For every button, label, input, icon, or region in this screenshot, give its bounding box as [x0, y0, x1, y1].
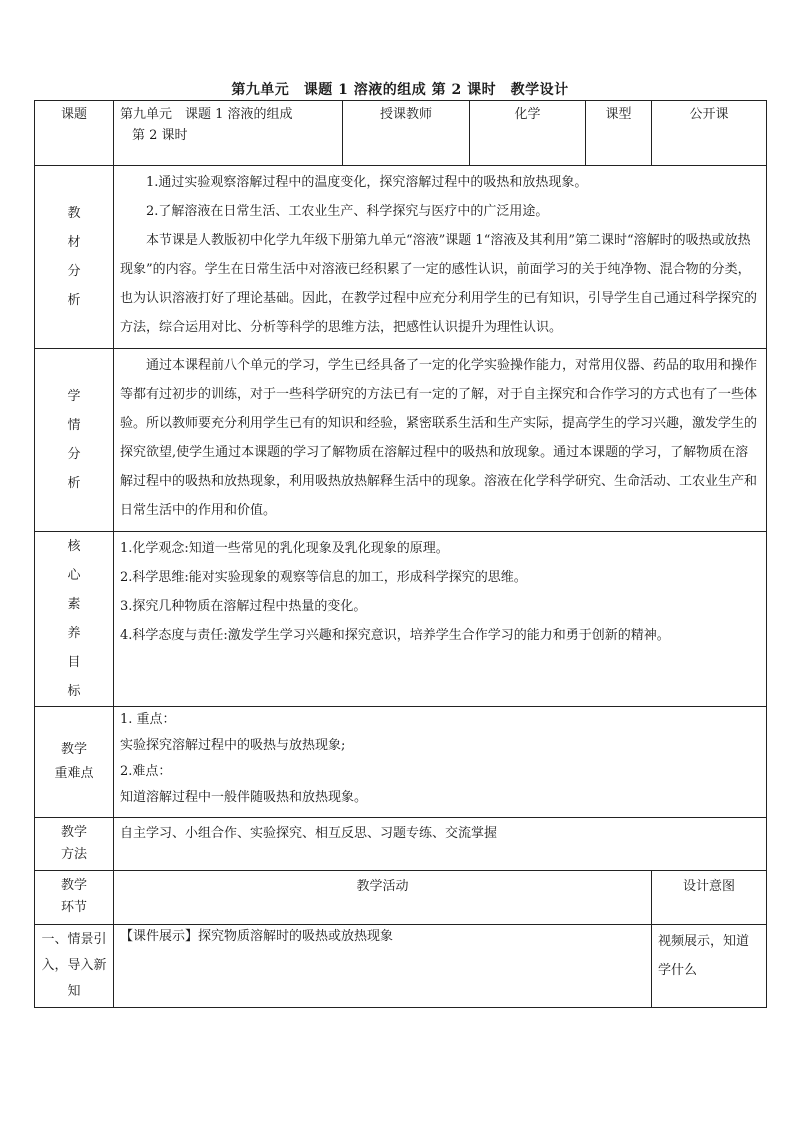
methods-row: [35, 818, 767, 871]
core-literacy-item: 1.化学观念:知道一些常见的乳化现象及乳化现象的原理。: [120, 541, 449, 556]
student-analysis-content: [114, 349, 767, 532]
student-analysis-row: [35, 349, 767, 532]
material-analysis-label: 教 材 分 析: [35, 166, 114, 349]
student-paragraph: 通过本课程前八个单元的学习，学生已经具备了一定的化学实验操作能力，对常用仪器、药品的取用和操作等都有过初步的训练，对于一些科学研究的方法已有一定的了解，对于自主探究和合作学习的方式也有了一些体验。所以教师要充分利用学生已有的知识和经验，紧密联系生活和生产实际，提高学生的学习兴趣，激发学生的探究欲望,使学生通过本课题的学习了解物质在溶解过程中的吸热和放现象。通过本课题的学习，了解物质在溶解过程中的吸热和放热现象，利用吸热放热解释生活中的现象。溶液在化学科学研究、生命活动、工农业生产和日常生活中的作用和价值。: [120, 358, 758, 518]
student-analysis-label: 学 情 分 析: [35, 349, 114, 532]
core-literacy-label: 核 心 素 养 目 标: [35, 532, 114, 707]
material-analysis-row: [35, 166, 767, 349]
process-row: [35, 925, 767, 1008]
topic-line-1: 第九单元 课题 1 溶液的组成: [120, 107, 293, 122]
core-literacy-item: 2.科学思维:能对实验现象的观察等信息的加工，形成科学探究的思维。: [120, 570, 527, 585]
document-title: 第九单元 课题 1 溶液的组成 第 2 课时 教学设计: [231, 82, 569, 98]
key-points-content: [114, 707, 767, 818]
key-points-row: [35, 707, 767, 818]
topic-cell: [114, 101, 343, 166]
methods-content: 自主学习、小组合作、实验探究、相互反思、习题专练、交流掌握: [114, 818, 767, 871]
process-stage: 一、情景引 入，导入新 知: [35, 925, 114, 1008]
lesson-plan-table: [34, 100, 767, 1008]
teacher-label: 授课教师: [343, 101, 470, 166]
methods-label: 教学 方法: [35, 818, 114, 871]
core-literacy-content: [114, 532, 767, 707]
process-stage-header: 教学 环节: [35, 871, 114, 925]
process-activity-header: 教学活动: [114, 871, 652, 925]
core-literacy-item: 3.探究几种物质在溶解过程中热量的变化。: [120, 599, 367, 614]
key-points-line: 2.难点：: [120, 764, 172, 779]
process-intent: 视频展示，知道学什么: [652, 925, 767, 1008]
lesson-type-label: 课型: [586, 101, 652, 166]
key-points-line: 知道溶解过程中一般伴随吸热和放热现象。: [120, 790, 368, 805]
lesson-type-value: 公开课: [652, 101, 767, 166]
subject-value: 化学: [470, 101, 586, 166]
core-literacy-item: 4.科学态度与责任:激发学生学习兴趣和探究意识，培养学生合作学习的能力和勇于创新的精神。: [120, 628, 670, 643]
process-intent-header: 设计意图: [652, 871, 767, 925]
topic-line-2: 第 2 课时: [132, 127, 188, 143]
material-paragraph: 2.了解溶液在日常生活、工农业生产、科学探究与医疗中的广泛用途。: [146, 204, 549, 219]
key-points-label: 教学 重难点: [35, 707, 114, 818]
key-points-line: 1. 重点：: [120, 712, 176, 727]
key-points-line: 实验探究溶解过程中的吸热与放热现象;: [120, 738, 346, 753]
process-activity: 【课件展示】探究物质溶解时的吸热或放热现象: [114, 925, 652, 1008]
process-header-row: [35, 871, 767, 925]
material-paragraph: 本节课是人教版初中化学九年级下册第九单元“溶液”课题 1“溶液及其利用”第二课时“溶解时的吸热或放热现象”的内容。学生在日常生活中对溶液已经积累了一定的感性认识，前面学习的关于纯净物、混合物的分类，也为认识溶液打好了理论基础。因此，在教学过程中应充分利用学生的已有知识，引导学生自己通过科学探究的方法，综合运用对比、分析等科学的思维方法，把感性认识提升为理性认识。: [120, 233, 758, 335]
topic-label: 课题: [35, 101, 114, 166]
material-paragraph: 1.通过实验观察溶解过程中的温度变化，探究溶解过程中的吸热和放热现象。: [146, 175, 588, 190]
core-literacy-row: [35, 532, 767, 707]
material-analysis-content: [114, 166, 767, 349]
header-row: [35, 101, 767, 166]
